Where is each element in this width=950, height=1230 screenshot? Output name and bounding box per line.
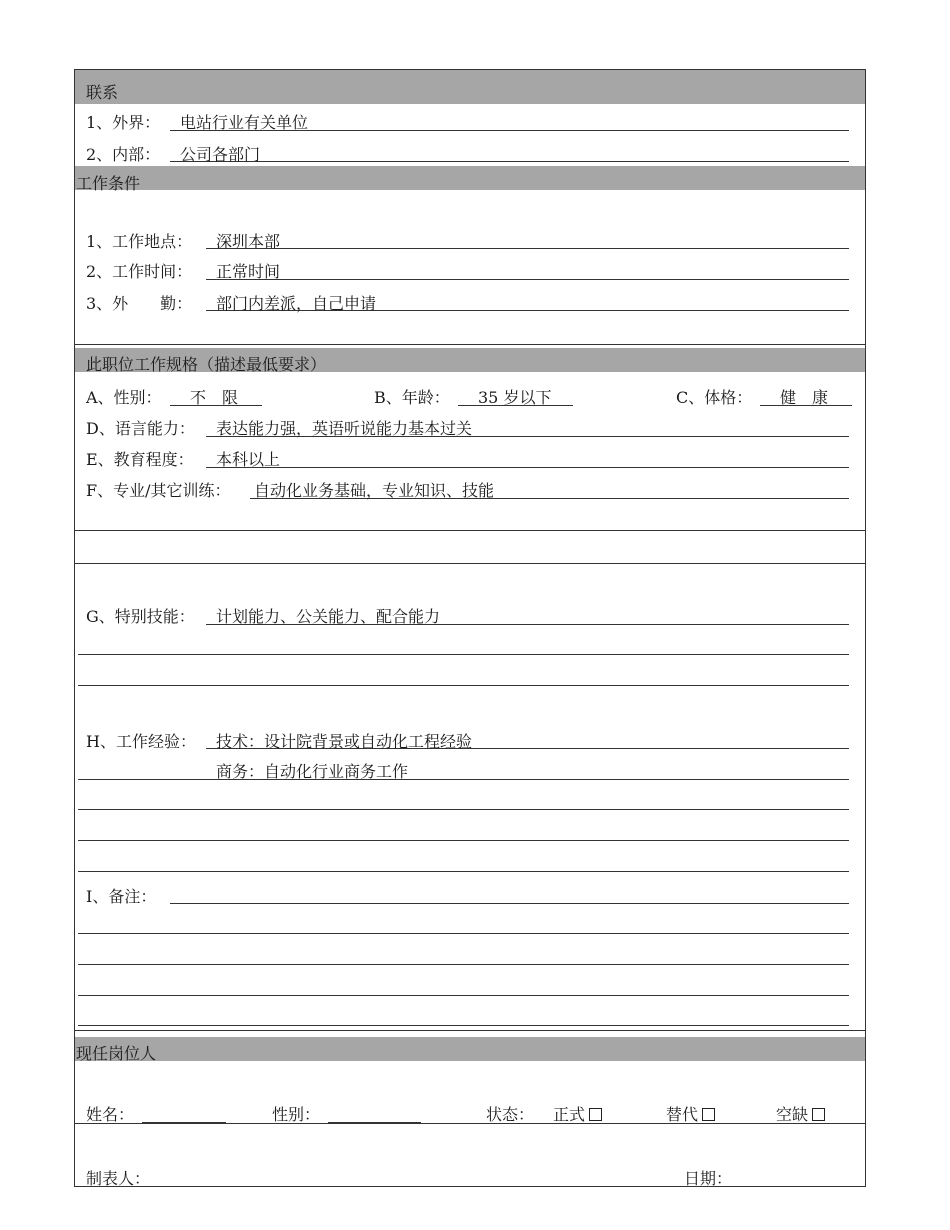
section-divider bbox=[75, 563, 865, 564]
blank-line bbox=[78, 933, 849, 934]
preparer-field[interactable] bbox=[160, 1186, 263, 1187]
contacts-header-band bbox=[75, 70, 865, 104]
preparer-label: 制表人： bbox=[86, 1169, 151, 1188]
physique-req-label: C、体格： bbox=[676, 388, 753, 407]
incumbent-gender-label: 性别： bbox=[272, 1105, 321, 1124]
training-req-label: F、专业/其它训练： bbox=[86, 481, 231, 500]
blank-line bbox=[78, 1025, 849, 1026]
physique-req-value: 健 康 bbox=[780, 388, 829, 407]
conditions-header-band bbox=[75, 166, 865, 190]
education-req-value: 本科以上 bbox=[216, 450, 281, 469]
gender-req-label: A、性别： bbox=[86, 388, 162, 407]
blank-line bbox=[78, 840, 849, 841]
external-contact-value: 电站行业有关单位 bbox=[180, 113, 309, 132]
section-divider bbox=[75, 530, 865, 531]
status-vacant-option[interactable] bbox=[776, 1106, 825, 1124]
remarks-line bbox=[170, 903, 849, 904]
field-work-label: 3、外 勤： bbox=[86, 294, 193, 313]
status-vacant-checkbox[interactable] bbox=[812, 1108, 825, 1121]
language-req-label: D、语言能力： bbox=[86, 419, 195, 438]
special-skills-value: 计划能力、公关能力、配合能力 bbox=[216, 607, 441, 626]
internal-contact-line bbox=[170, 161, 849, 162]
internal-contact-label: 2、内部： bbox=[86, 145, 161, 164]
blank-line bbox=[78, 995, 849, 996]
status-formal-text: 正式 bbox=[553, 1105, 586, 1124]
status-label: 状态： bbox=[486, 1105, 535, 1124]
section-divider bbox=[75, 1123, 865, 1124]
language-req-value: 表达能力强，英语听说能力基本过关 bbox=[216, 419, 473, 438]
blank-line bbox=[78, 809, 849, 810]
status-vacant-text: 空缺 bbox=[776, 1105, 809, 1124]
conditions-header: 工作条件 bbox=[76, 174, 141, 193]
work-location-label: 1、工作地点： bbox=[86, 232, 193, 251]
external-contact-label: 1、外界： bbox=[86, 113, 161, 132]
date-field[interactable] bbox=[738, 1186, 830, 1187]
status-substitute-checkbox[interactable] bbox=[702, 1108, 715, 1121]
name-label: 姓名： bbox=[86, 1105, 135, 1124]
status-formal-checkbox[interactable] bbox=[589, 1108, 602, 1121]
education-req-line bbox=[206, 467, 849, 468]
age-req-label: B、年龄： bbox=[374, 388, 450, 407]
training-req-value: 自动化业务基础，专业知识、技能 bbox=[254, 481, 495, 500]
experience-value-business: 商务：自动化行业商务工作 bbox=[216, 762, 409, 781]
blank-line bbox=[78, 871, 849, 872]
internal-contact-value: 公司各部门 bbox=[180, 145, 261, 164]
work-time-line bbox=[206, 279, 849, 280]
blank-line bbox=[78, 685, 849, 686]
section-divider bbox=[75, 1030, 865, 1031]
status-formal-option[interactable] bbox=[553, 1106, 602, 1124]
remarks-label: I、备注： bbox=[86, 887, 157, 906]
date-label: 日期： bbox=[684, 1169, 733, 1188]
incumbent-header-band bbox=[75, 1037, 865, 1061]
contacts-header: 联系 bbox=[86, 83, 119, 102]
gender-req-value: 不 限 bbox=[190, 388, 239, 407]
experience-label: H、工作经验： bbox=[86, 732, 196, 751]
form-frame bbox=[74, 69, 866, 1187]
specs-header: 此职位工作规格（描述最低要求） bbox=[86, 355, 327, 374]
special-skills-label: G、特别技能： bbox=[86, 607, 195, 626]
work-location-value: 深圳本部 bbox=[216, 232, 281, 251]
blank-line bbox=[78, 964, 849, 965]
age-req-value: 35 岁以下 bbox=[478, 388, 552, 407]
experience-value-technical: 技术：设计院背景或自动化工程经验 bbox=[216, 732, 473, 751]
field-work-value: 部门内差派，自己申请 bbox=[216, 294, 377, 313]
work-time-label: 2、工作时间： bbox=[86, 262, 193, 281]
section-divider bbox=[75, 344, 865, 345]
status-substitute-text: 替代 bbox=[666, 1105, 699, 1124]
work-time-value: 正常时间 bbox=[216, 262, 281, 281]
work-location-line bbox=[206, 248, 849, 249]
education-req-label: E、教育程度： bbox=[86, 450, 194, 469]
status-substitute-option[interactable] bbox=[666, 1106, 715, 1124]
experience-line bbox=[78, 779, 849, 780]
incumbent-header: 现任岗位人 bbox=[76, 1044, 157, 1063]
blank-line bbox=[78, 654, 849, 655]
